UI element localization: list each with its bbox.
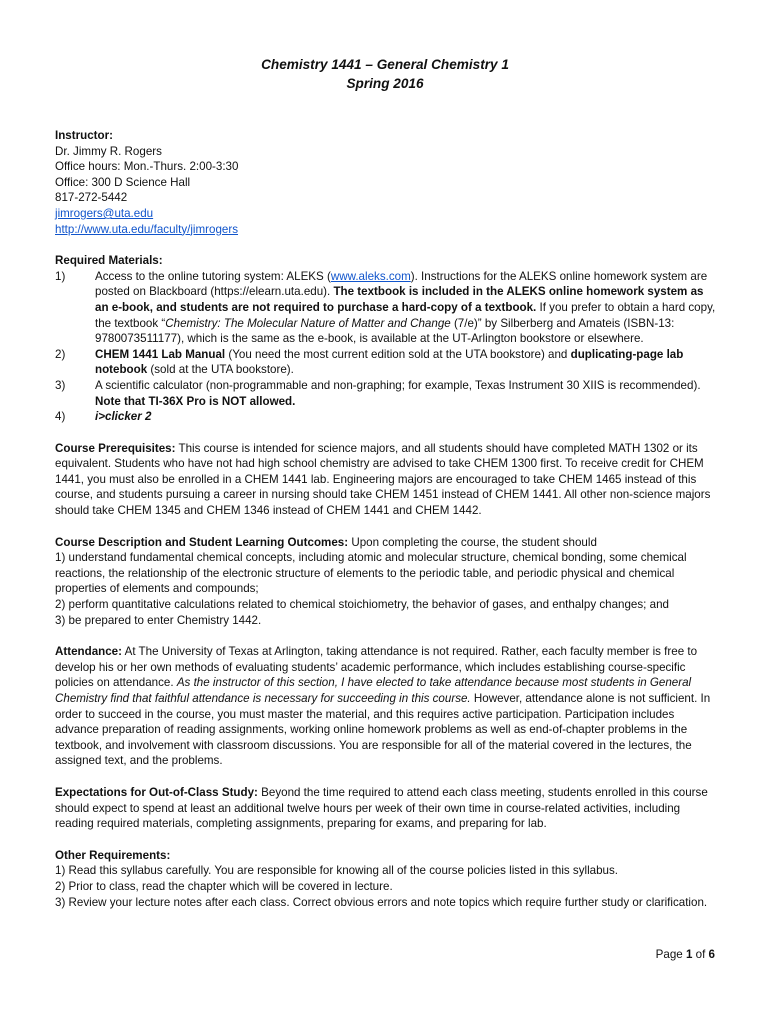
attendance-text: However, attendance alone is not sufficient. In order to succeed in the course, you must master the material, and this requires active participation. Participation includes advance preparation of reading assignments, working online homework problems as well as end-of-chapter problems in the textbook, and involvement with classroom discussions. You are responsible for all of the material covered in the lectures, the assigned text, and the problems. <box>55 692 711 768</box>
material-text: If you prefer to obtain a hard copy, the textbook “ <box>95 300 716 330</box>
material-text: (You need the most current edition sold at the UTA bookstore) and <box>225 347 571 361</box>
expectations-text: Beyond the time required to attend each class meeting, students enrolled in this course should expect to spend at least an additional twelve hours per week of their own time in course-related activities, including reading required materials, completing assignments, preparing for exams, and preparing for lab. <box>55 785 708 831</box>
materials-section <box>55 253 717 425</box>
instructor-section <box>55 128 717 237</box>
other-requirements-heading: Other Requirements: <box>55 848 171 862</box>
outcomes-heading: Course Description and Student Learning Outcomes: <box>55 535 349 549</box>
prerequisites-heading: Course Prerequisites: <box>55 441 176 455</box>
material-text: (sold at the UTA bookstore). <box>147 363 294 377</box>
phone-number: 817-272-5442 <box>55 191 128 205</box>
requirement-item: 3) Review your lecture notes after each class. Correct obvious errors and note topics which require further study or clarification. <box>55 895 708 909</box>
document-body <box>55 128 717 926</box>
attendance-policy: As the instructor of this section, I have elected to take attendance because most students in General Chemistry find that faithful attendance is necessary for succeeding in this course. <box>55 676 692 705</box>
material-text: ). Instructions for the ALEKS online homework system are posted on Blackboard (https://elearn.uta.edu). <box>95 269 708 299</box>
materials-list <box>55 269 717 425</box>
material-emphasis: i>clicker 2 <box>95 410 152 424</box>
list-number: 3) <box>55 378 66 392</box>
material-item-calculator <box>55 378 717 409</box>
material-text: Access to the online tutoring system: ALEKS ( <box>95 269 331 283</box>
instructor-name: Dr. Jimmy R. Rogers <box>55 144 162 158</box>
outcomes-intro: Upon completing the course, the student should <box>348 535 597 549</box>
material-emphasis: duplicating-page lab notebook <box>95 347 684 377</box>
office-hours: Office hours: Mon.-Thurs. 2:00-3:30 <box>55 160 239 174</box>
material-item-lab-manual <box>55 347 717 378</box>
page-label: Page <box>655 948 686 961</box>
material-item-clicker <box>55 409 717 425</box>
document-title: Chemistry 1441 – General Chemistry 1 <box>261 57 509 72</box>
attendance-section <box>55 644 717 769</box>
materials-heading: Required Materials: <box>55 254 163 268</box>
prerequisites-section <box>55 441 717 519</box>
email-link[interactable]: jimrogers@uta.edu <box>55 206 154 220</box>
list-number: 4) <box>55 410 66 424</box>
outcomes-section <box>55 535 717 629</box>
expectations-section <box>55 785 717 832</box>
website-link[interactable]: http://www.uta.edu/faculty/jimrogers <box>55 222 239 236</box>
material-emphasis: The textbook is included in the ALEKS online homework system as an e-book, and students are not required to purchase a hard-copy of a textbook. <box>95 285 704 314</box>
page-of-label: of <box>692 948 709 961</box>
outcome-item: 2) perform quantitative calculations related to chemical stoichiometry, the behavior of gases, and enthalpy changes; and <box>55 598 669 612</box>
expectations-heading: Expectations for Out-of-Class Study: <box>55 785 258 799</box>
material-emphasis: Note that TI-36X Pro is NOT allowed. <box>95 394 296 408</box>
requirement-item: 1) Read this syllabus carefully. You are responsible for knowing all of the course policies listed in this syllabus. <box>55 864 619 878</box>
material-text: A scientific calculator (non-programmable and non-graphing; for example, Texas Instrument 30 XIIS is recommended). <box>95 378 701 392</box>
current-page: 1 <box>685 948 693 961</box>
material-item-aleks <box>55 269 717 347</box>
office-location: Office: 300 D Science Hall <box>55 175 191 189</box>
attendance-heading: Attendance: <box>55 645 122 659</box>
aleks-link[interactable]: www.aleks.com <box>330 269 411 283</box>
other-requirements-section <box>55 848 717 910</box>
page-number <box>656 947 715 963</box>
material-emphasis: CHEM 1441 Lab Manual <box>95 347 226 361</box>
total-pages: 6 <box>708 948 715 961</box>
outcome-item: 3) be prepared to enter Chemistry 1442. <box>55 613 262 627</box>
outcome-item: 1) understand fundamental chemical concepts, including atomic and molecular structure, chemical bonding, some chemical reactions, the relationship of the electronic structure of elements to the periodic table, and periodic physical and chemical properties of elements and compounds; <box>55 551 687 596</box>
instructor-heading: Instructor: <box>55 129 113 142</box>
textbook-title: Chemistry: The Molecular Nature of Matter and Change <box>165 316 451 330</box>
requirement-item: 2) Prior to class, read the chapter which will be covered in lecture. <box>55 879 393 893</box>
material-text: (7/e)” by Silberberg and Amateis (ISBN-13: 9780073511177), which is the same as the e-book, is available at the UT-Arlington bookstore or elsewhere. <box>95 316 675 346</box>
document-term: Spring 2016 <box>346 76 424 91</box>
list-number: 2) <box>55 347 66 361</box>
prerequisites-text: This course is intended for science majors, and all students should have completed MATH 1302 or its equivalent. Students who have not had high school chemistry are advised to take CHEM 1300 first. To receive credit for CHEM 1441, you must also be enrolled in a CHEM 1441 lab. Engineering majors are encouraged to take CHEM 1465 instead of this course, and students pursuing a career in nursing should take CHEM 1451 instead of CHEM 1441. All other non-science majors should take CHEM 1345 and CHEM 1346 instead of CHEM 1441 and CHEM 1442. <box>55 441 711 518</box>
list-number: 1) <box>55 269 66 283</box>
attendance-text: At The University of Texas at Arlington, taking attendance is not required. Rather, each faculty member is free to develop his or her own methods of evaluating students’ academic performance, which includes establishing course-specific policies on attendance. <box>55 645 698 690</box>
